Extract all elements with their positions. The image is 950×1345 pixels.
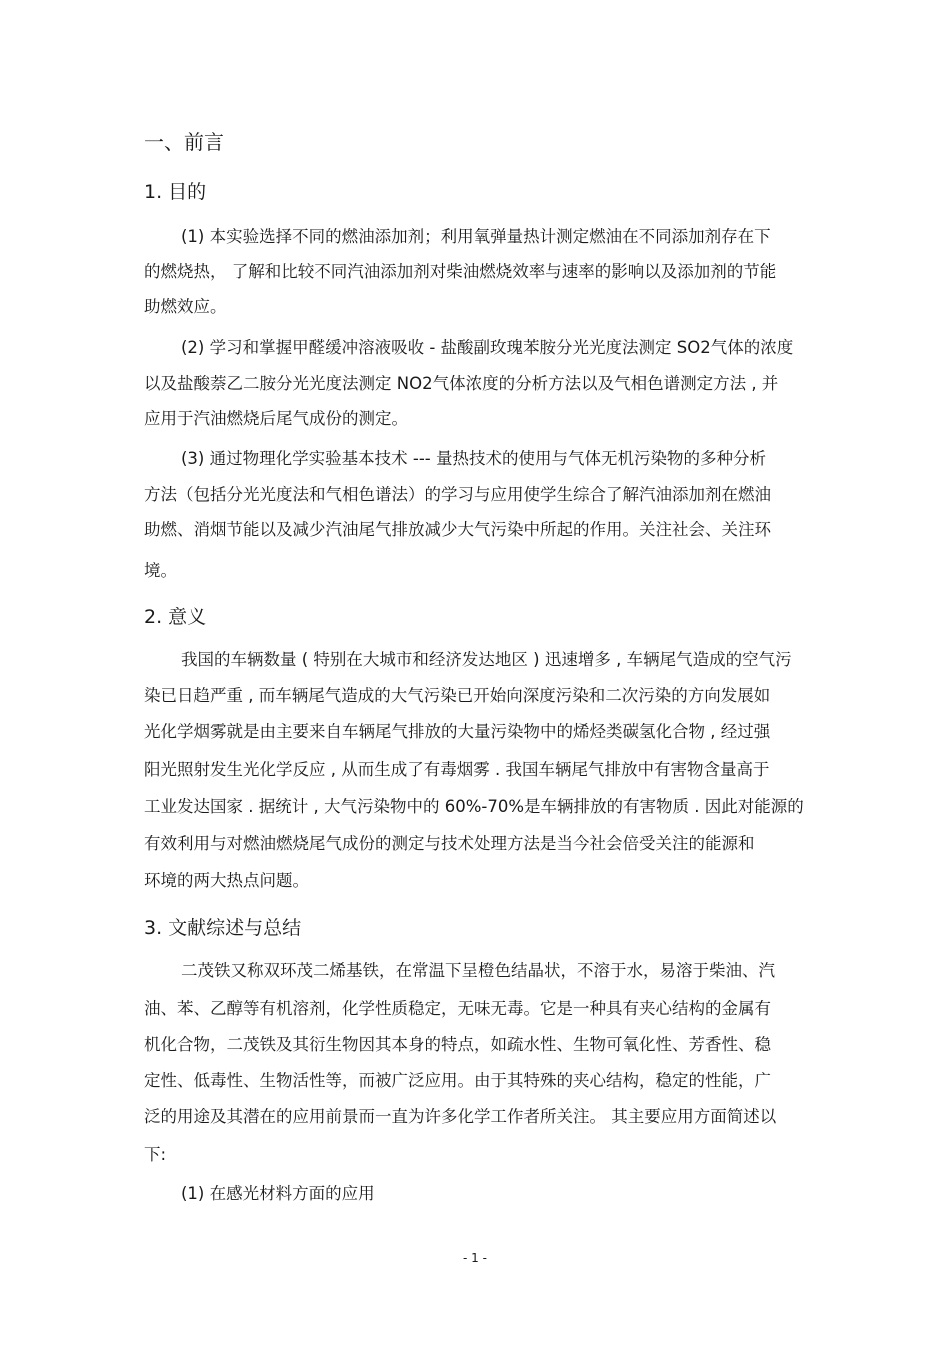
paragraph-line: 光化学烟雾就是由主要来自车辆尾气排放的大量污染物中的烯烃类碳氢化合物 , 经过强 <box>144 722 771 741</box>
subsection-title-literature-review: 3. 文献综述与总结 <box>144 917 302 939</box>
paragraph-line: 应用于汽油燃烧后尾气成份的测定。 <box>144 409 408 428</box>
paragraph-line: 泛的用途及其潜在的应用前景而一直为许多化学工作者所关注。 其主要应用方面简述以 <box>144 1107 777 1126</box>
paragraph-line: 助燃效应。 <box>144 297 227 316</box>
subsection-title-purpose: 1. 目的 <box>144 181 207 203</box>
subsection-title-significance: 2. 意义 <box>144 606 207 628</box>
paragraph-line: 下: <box>144 1145 167 1164</box>
paragraph-line: 二茂铁又称双环茂二烯基铁，在常温下呈橙色结晶状，不溶于水，易溶于柴油、汽 <box>181 961 775 980</box>
paragraph-line: 境。 <box>144 561 177 580</box>
section-title: 一、前言 <box>144 130 224 154</box>
paragraph-line: 工业发达国家 . 据统计 , 大气污染物中的 60%-70%是车辆排放的有害物质 . 因此对能源的 <box>144 797 804 816</box>
paragraph-line: (1) 在感光材料方面的应用 <box>181 1184 375 1203</box>
paragraph-line: 染已日趋严重 , 而车辆尾气造成的大气污染已开始向深度污染和二次污染的方向发展如 <box>144 686 771 705</box>
paragraph-line: 定性、低毒性、生物活性等，而被广泛应用。由于其特殊的夹心结构，稳定的性能，广 <box>144 1071 771 1090</box>
page-number: - 1 - <box>463 1251 487 1265</box>
paragraph-line: 我国的车辆数量 ( 特别在大城市和经济发达地区 ) 迅速增多 , 车辆尾气造成的空气污 <box>181 650 792 669</box>
paragraph-line: 有效利用与对燃油燃烧尾气成份的测定与技术处理方法是当今社会倍受关注的能源和 <box>144 834 755 853</box>
paragraph-line: 方法（包括分光光度法和气相色谱法）的学习与应用使学生综合了解汽油添加剂在燃油 <box>144 485 771 504</box>
paragraph-line: 的燃烧热， 了解和比较不同汽油添加剂对柴油燃烧效率与速率的影响以及添加剂的节能 <box>144 262 777 281</box>
paragraph-line: (2) 学习和掌握甲醛缓冲溶液吸收 - 盐酸副玫瑰苯胺分光光度法测定 SO2气体的浓度 <box>181 338 794 357</box>
paragraph-line: 以及盐酸萘乙二胺分光光度法测定 NO2气体浓度的分析方法以及气相色谱测定方法 , 并 <box>144 374 779 393</box>
paragraph-line: 环境的两大热点问题。 <box>144 871 309 890</box>
paragraph-line: 助燃、消烟节能以及减少汽油尾气排放减少大气污染中所起的作用。关注社会、关注环 <box>144 520 771 539</box>
paragraph-line: 机化合物，二茂铁及其衍生物因其本身的特点，如疏水性、生物可氧化性、芳香性、稳 <box>144 1035 771 1054</box>
paragraph-line: 油、苯、乙醇等有机溶剂，化学性质稳定，无味无毒。它是一种具有夹心结构的金属有 <box>144 999 771 1018</box>
paragraph-line: (1) 本实验选择不同的燃油添加剂；利用氧弹量热计测定燃油在不同添加剂存在下 <box>181 227 771 246</box>
paragraph-line: 阳光照射发生光化学反应 , 从而生成了有毒烟雾 . 我国车辆尾气排放中有害物含量高于 <box>144 760 770 779</box>
paragraph-line: (3) 通过物理化学实验基本技术 --- 量热技术的使用与气体无机污染物的多种分析 <box>181 449 766 468</box>
